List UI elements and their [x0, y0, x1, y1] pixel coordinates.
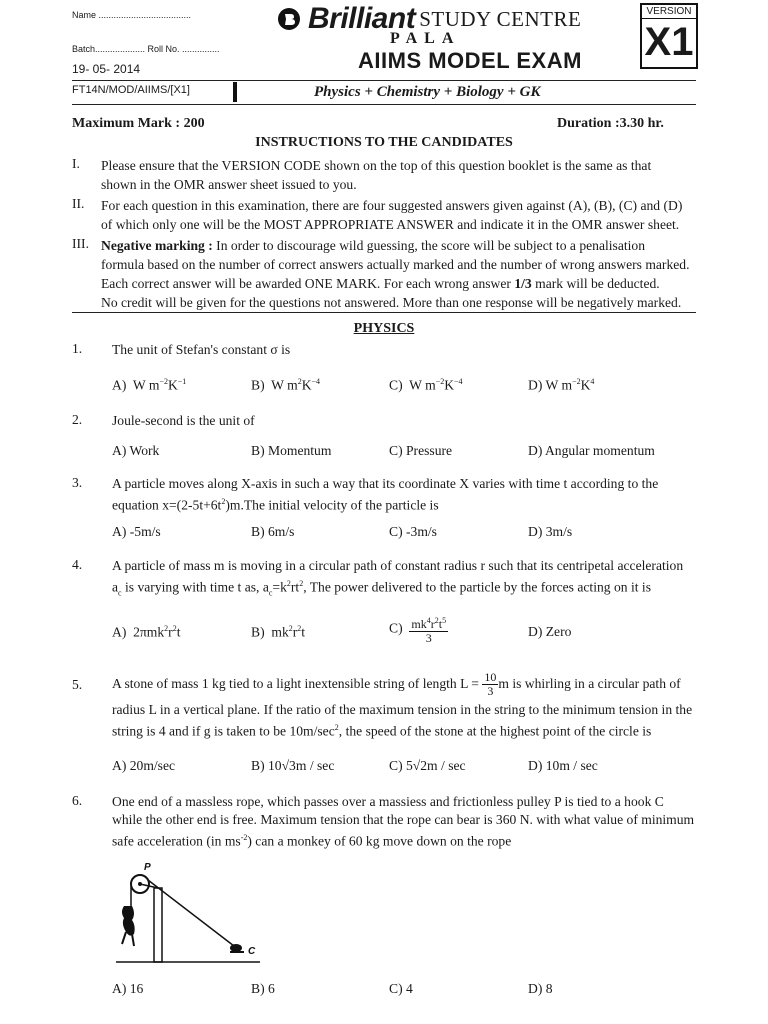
q3-option-c: C) -3m/s [389, 524, 437, 539]
max-mark: Maximum Mark : 200 [72, 116, 205, 131]
q1-option-b: B) W $m^2K^{-4}$ [251, 377, 321, 393]
exam-title: AIIMS MODEL EXAM [358, 48, 582, 73]
question-4-text: A particle of mass m is moving in a circular path of constant radius r such that its centripetal acceleration $a_c$ is varying with time t as, $a_c=k^2rt^2$, The power delivered to the particle by the forces acting on it is [112, 558, 684, 598]
location-label: PALA [390, 30, 461, 47]
question-number: 3. [72, 475, 83, 490]
q5-option-a: A) 20m/sec [112, 758, 176, 773]
paper-code: FT14N/MOD/AIIMS/[X1] [72, 84, 190, 96]
q4-option-b: B) $mk^2r^2t$ [251, 624, 306, 640]
header-divider [233, 82, 237, 102]
pulley-figure [110, 858, 270, 968]
question-number: 2. [72, 412, 83, 427]
question-number: 5. [72, 677, 83, 692]
instructions-title: INSTRUCTIONS TO THE CANDIDATES [255, 135, 513, 150]
header-rule-bottom [72, 104, 696, 105]
name-field: Name ..................................... [72, 10, 192, 20]
section-rule [72, 312, 696, 313]
question-2-text: Joule-second is the unit of [112, 413, 255, 428]
q2-option-a: A) Work [112, 443, 160, 458]
q6-option-c: C) 4 [389, 981, 413, 996]
hook [230, 944, 242, 952]
q2-option-c: C) Pressure [389, 443, 453, 458]
brand-name: Brilliant [308, 2, 416, 35]
question-number: 4. [72, 557, 83, 572]
q5-option-c: C) 5√2m / sec [389, 758, 466, 773]
q4-option-c: C) $\frac{mk^4r^2t^5}{3}$ [389, 616, 447, 645]
q1-option-d: D) W $m^{-2}K^4$ [528, 377, 595, 393]
question-5-text: A stone of mass 1 kg tied to a light inextensible string of length L = $\frac{10}{3}$ m is whirling in a circular path of radius L in a vertical plane. If the ratio of the maximum tension in the string to the minimum tension in the string is 4 and if g is taken to be $10m/\sec^2$, the speed of the stone at the highest point of the circle is [112, 670, 693, 739]
q5-option-d: D) 10m / sec [528, 758, 598, 773]
brand-logo-icon [278, 8, 300, 30]
instruction-num: III. [72, 236, 89, 251]
q2-option-d: D) Angular momentum [528, 443, 655, 458]
version-label: VERSION [642, 5, 696, 19]
label-p: P [144, 862, 151, 873]
header-rule-top [72, 80, 696, 81]
monkey [122, 906, 135, 936]
q3-option-a: A) -5m/s [112, 524, 161, 539]
version-box [640, 3, 698, 69]
instruction-num: II. [72, 196, 85, 211]
q4-option-d: D) Zero [528, 624, 572, 639]
exam-date: 19- 05- 2014 [72, 62, 141, 76]
q2-option-b: B) Momentum [251, 443, 332, 458]
label-c: C [248, 946, 256, 957]
q5-option-b: B) 10√3m / sec [251, 758, 335, 773]
batch-roll-field: Batch.................... Roll No. ............... [72, 44, 220, 54]
version-code: X1 [644, 20, 694, 64]
question-3-text: A particle moves along X-axis in such a way that its coordinate X varies with time t according to the equation $x=(2-5t+6t^2)m.The$ initial velocity of the particle is [112, 476, 659, 513]
duration: Duration :3.30 hr. [557, 116, 664, 131]
instruction-3: Negative marking : In order to discourage wild guessing, the score will be subject to a penalisation formula based on the number of correct answers actually marked and the number of wrong answers marked. Each correct answer will be awarded ONE MARK. For each wrong answer 1/3 mark will be deducted. No credit will be given for the questions not answered. More than one response will be negatively marked. [101, 238, 690, 310]
question-6-text: One end of a massless rope, which passes over a massiess and frictionless pulley P is tied to a hook C while the other end is free. Maximum tension that the rope can bear is 360 N. with what value of minimum safe acceleration (in $ms^{-2}$) can a monkey of 60 kg move down on the rope [112, 794, 695, 849]
q6-option-d: D) 8 [528, 981, 553, 996]
q3-option-b: B) 6m/s [251, 524, 295, 539]
instruction-num: I. [72, 156, 80, 171]
section-title: PHYSICS [353, 321, 415, 336]
q1-option-c: C) W $m^{-2}K^{-4}$ [389, 377, 463, 393]
q6-option-b: B) 6 [251, 981, 275, 996]
question-number: 6. [72, 793, 83, 808]
q6-option-a: A) 16 [112, 981, 144, 996]
subjects-line: Physics + Chemistry + Biology + GK [314, 84, 541, 100]
instruction-1: Please ensure that the VERSION CODE shown on the top of this question booklet is the same as that shown in the OMR answer sheet issued to you. [101, 158, 652, 192]
question-number: 1. [72, 341, 83, 356]
q4-option-a: A) $2\pi mk^2r^2t$ [112, 624, 181, 640]
pole [154, 888, 162, 962]
question-1-text: The unit of Stefan's constant σ is [112, 342, 291, 357]
q3-option-d: D) 3m/s [528, 524, 573, 539]
study-centre: STUDY CENTRE [419, 6, 582, 31]
instruction-2: For each question in this examination, there are four suggested answers given against (A), (B), (C) and (D) of which only one will be the MOST APPROPRIATE ANSWER and indicate it in the OMR answer sheet. [101, 198, 683, 232]
q1-option-a: A) W $m^{-2}K^{-1}$ [112, 377, 187, 393]
